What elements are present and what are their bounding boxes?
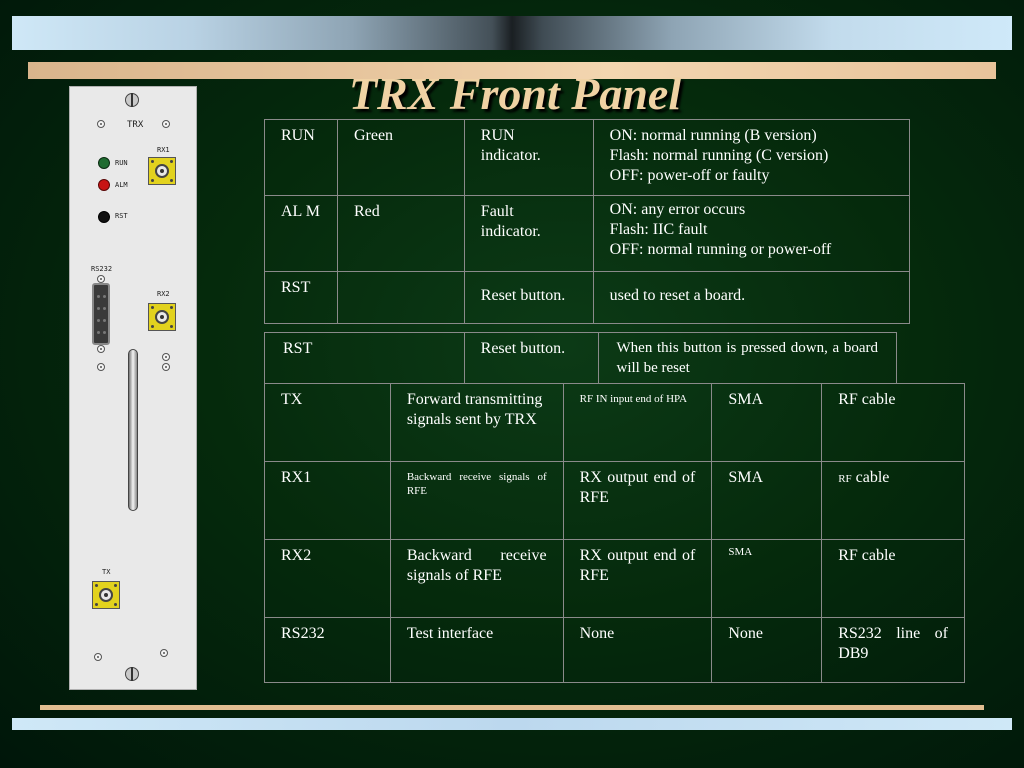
port-connect: RX output end of RFE bbox=[563, 462, 712, 540]
indicator-color: Green bbox=[337, 120, 464, 196]
table-row bbox=[265, 196, 910, 272]
mount-hole-icon bbox=[97, 120, 105, 128]
indicator-name: AL M bbox=[265, 196, 338, 272]
reset-desc: Reset button. bbox=[464, 333, 598, 384]
indicator-detail: used to reset a board. bbox=[593, 272, 909, 324]
run-led-label: RUN bbox=[115, 159, 128, 167]
table-row bbox=[265, 120, 910, 196]
indicator-detail: ON: any error occurs Flash: IIC fault OFF: normal running or power-off bbox=[593, 196, 909, 272]
ejector-handle-icon bbox=[128, 349, 138, 511]
mount-hole-icon bbox=[97, 275, 105, 283]
rx2-sma-connector-icon bbox=[148, 303, 176, 331]
table-row bbox=[265, 384, 965, 462]
port-type: None bbox=[712, 618, 822, 683]
slide-title: TRX Front Panel bbox=[348, 68, 682, 119]
run-led-icon bbox=[98, 157, 110, 169]
bottom-screw-icon bbox=[125, 667, 139, 681]
indicator-table bbox=[264, 119, 910, 324]
alm-led-label: ALM bbox=[115, 181, 128, 189]
port-type: SMA bbox=[712, 462, 822, 540]
table-row bbox=[265, 618, 965, 683]
port-name: RX1 bbox=[265, 462, 391, 540]
table-row bbox=[265, 540, 965, 618]
top-screw-icon bbox=[125, 93, 139, 107]
rst-button-label: RST bbox=[115, 212, 128, 220]
alm-led-icon bbox=[98, 179, 110, 191]
table-row bbox=[265, 272, 910, 324]
mount-hole-icon bbox=[162, 363, 170, 371]
indicator-detail: ON: normal running (B version) Flash: normal running (C version) OFF: power-off or faulty bbox=[593, 120, 909, 196]
indicator-desc: Fault indicator. bbox=[464, 196, 593, 272]
port-cable: RF cable bbox=[822, 384, 965, 462]
panel-name-label: TRX bbox=[127, 120, 144, 130]
bottom-accent-line bbox=[40, 705, 984, 710]
reset-button-table bbox=[264, 332, 897, 384]
rs232-db9-port-icon bbox=[92, 283, 110, 345]
port-connect: RF IN input end of HPA bbox=[563, 384, 712, 462]
port-name: RX2 bbox=[265, 540, 391, 618]
indicator-color bbox=[337, 272, 464, 324]
mount-hole-icon bbox=[162, 353, 170, 361]
rx1-label: RX1 bbox=[157, 146, 170, 154]
rs232-label: RS232 bbox=[91, 265, 113, 273]
indicator-desc: Reset button. bbox=[464, 272, 593, 324]
table-row bbox=[265, 462, 965, 540]
rx2-label: RX2 bbox=[157, 290, 170, 298]
port-cable: RF cable bbox=[822, 462, 965, 540]
indicator-desc: RUN indicator. bbox=[464, 120, 593, 196]
port-type: SMA bbox=[712, 540, 822, 618]
trx-front-panel-image bbox=[69, 86, 197, 690]
tx-label: TX bbox=[102, 568, 111, 576]
mount-hole-icon bbox=[162, 120, 170, 128]
mount-hole-icon bbox=[160, 649, 168, 657]
tx-sma-connector-icon bbox=[92, 581, 120, 609]
mount-hole-icon bbox=[94, 653, 102, 661]
table-row bbox=[265, 333, 897, 384]
port-cable: RF cable bbox=[822, 540, 965, 618]
reset-name: RST bbox=[265, 333, 465, 384]
mount-hole-icon bbox=[97, 345, 105, 353]
port-function: Backward receive signals of RFE bbox=[390, 462, 563, 540]
port-name: RS232 bbox=[265, 618, 391, 683]
port-connect: RX output end of RFE bbox=[563, 540, 712, 618]
mount-hole-icon bbox=[97, 363, 105, 371]
indicator-name: RUN bbox=[265, 120, 338, 196]
port-type: SMA bbox=[712, 384, 822, 462]
reset-detail: When this button is pressed down, a board will be reset bbox=[598, 333, 896, 384]
indicator-name: RST bbox=[265, 272, 338, 324]
bottom-gradient-bar bbox=[12, 718, 1012, 730]
rx1-sma-connector-icon bbox=[148, 157, 176, 185]
port-name: TX bbox=[265, 384, 391, 462]
rst-button-icon bbox=[98, 211, 110, 223]
port-function: Forward transmitting signals sent by TRX bbox=[390, 384, 563, 462]
indicator-color: Red bbox=[337, 196, 464, 272]
port-cable: RS232 line of DB9 bbox=[822, 618, 965, 683]
port-connect: None bbox=[563, 618, 712, 683]
port-table bbox=[264, 383, 965, 683]
port-function: Test interface bbox=[390, 618, 563, 683]
port-function: Backward receive signals of RFE bbox=[390, 540, 563, 618]
top-gradient-bar bbox=[12, 16, 1012, 50]
